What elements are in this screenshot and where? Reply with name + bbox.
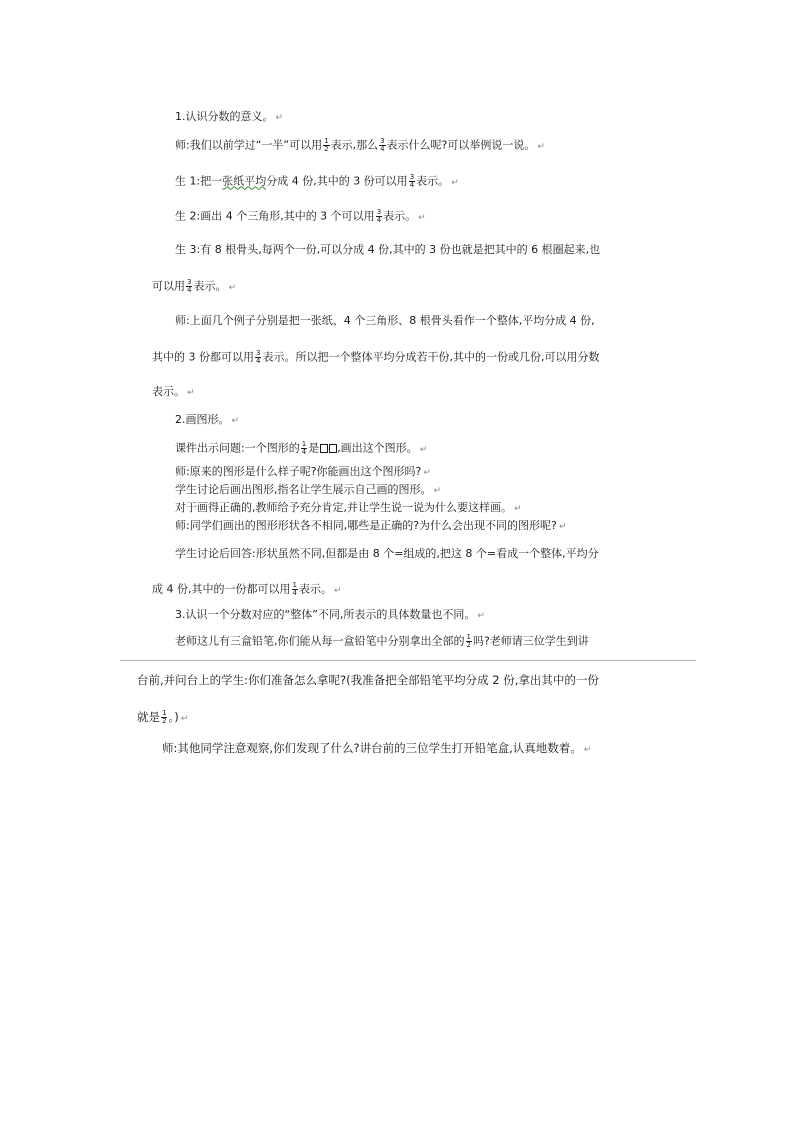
paragraph-student-3-cont: 可以用 $\frac{3}{4}$ 表示。 ↵ xyxy=(152,278,237,294)
paragraph-mark: ↵ xyxy=(423,468,431,478)
paragraph-student-1: 生 1:把一张纸平均分成 4 份,其中的 3 份可以用 $\frac{3}{4}$ 表示。 ↵ xyxy=(175,173,459,189)
paragraph-mark: ↵ xyxy=(231,416,240,426)
paragraph-mark: ↵ xyxy=(275,113,284,123)
paragraph-teacher-affirm: 对于画得正确的,教师给予充分肯定,并让学生说一说为什么要这样画。 ↵ xyxy=(175,501,522,514)
paragraph-mark: ↵ xyxy=(477,611,485,621)
fraction-one-half: $\frac{1}{2}$ xyxy=(324,137,329,153)
paragraph-pencil-boxes-end: 就是 $\frac{1}{2}$ 。) ↵ xyxy=(137,709,189,725)
paragraph-mark: ↵ xyxy=(228,282,237,293)
page-break-line xyxy=(120,660,696,661)
fraction-one-half: $\frac{1}{2}$ xyxy=(162,709,167,725)
fraction-three-quarters: $\frac{3}{4}$ xyxy=(409,173,415,189)
square-shape xyxy=(320,444,328,453)
paragraph-teacher-summary: 师:上面几个例子分别是把一张纸、4 个三角形、8 根骨头看作一个整体,平均分成 4 份, xyxy=(175,314,595,327)
paragraph-mark: ↵ xyxy=(333,585,342,596)
heading-1: 1.认识分数的意义。 ↵ xyxy=(175,110,284,123)
paragraph-mark: ↵ xyxy=(451,177,459,188)
paragraph-teacher-observe: 师:其他同学注意观察,你们发现了什么?讲台前的三位学生打开铅笔盒,认真地数着。 ↵ xyxy=(162,741,592,755)
paragraph-mark: ↵ xyxy=(187,388,195,398)
paragraph-teacher-ask: 师:原来的图形是什么样子呢?你能画出这个图形吗? ↵ xyxy=(175,465,431,478)
paragraph-mark: ↵ xyxy=(418,212,426,223)
paragraph-teacher-summary-cont: 其中的 3 份都可以用 $\frac{3}{4}$ 表示。所以把一个整体平均分成若干份,其中的一份或几份,可以用分数 xyxy=(152,349,600,365)
paragraph-mark: ↵ xyxy=(537,141,545,152)
paragraph-student-discussion: 学生讨论后画出图形,指名让学生展示自己画的图形。 ↵ xyxy=(175,483,442,496)
heading-3: 3.认识一个分数对应的“整体”不同,所表示的具体数量也不同。 ↵ xyxy=(175,608,485,621)
fraction-three-quarters: $\frac{3}{4}$ xyxy=(376,208,382,224)
paragraph-teacher-compare: 师:同学们画出的图形形状各不相同,哪些是正确的?为什么会出现不同的图形呢? ↵ xyxy=(175,519,567,532)
paragraph-pencil-boxes-cont: 台前,并问台上的学生:你们准备怎么拿呢?(我准备把全部铅笔平均分成 2 份,拿出其中的一份 xyxy=(137,673,599,687)
fraction-one-half: $\frac{1}{2}$ xyxy=(466,633,471,649)
heading-2: 2.画图形。 ↵ xyxy=(175,413,240,426)
paragraph-student-3: 生 3:有 8 根骨头,每两个一份,可以分成 4 份,其中的 3 份也就是把其中的 6 根圈起来,也 xyxy=(175,243,601,256)
fraction-one-quarter: $\frac{1}{4}$ xyxy=(301,440,307,456)
fraction-three-quarters: $\frac{3}{4}$ xyxy=(380,137,385,153)
spellcheck-underline: 张纸平均 xyxy=(222,174,267,188)
paragraph-mark: ↵ xyxy=(514,504,522,514)
paragraph-teacher-question: 师:我们以前学过“一半”可以用 $\frac{1}{2}$ 表示,那么 $\frac{3}{4}$ 表示什么呢?可以举例说一说。 ↵ xyxy=(175,137,545,153)
paragraph-student-answer: 学生讨论后回答:形状虽然不同,但都是由 8 个=组成的,把这 8 个=看成一个整体,平均分 xyxy=(175,547,599,560)
fraction-one-quarter: $\frac{1}{4}$ xyxy=(292,581,297,597)
fraction-three-quarters: $\frac{3}{4}$ xyxy=(256,349,261,365)
paragraph-pencil-boxes: 老师这儿有三盒铅笔,你们能从每一盒铅笔中分别拿出全部的 $\frac{1}{2}$ 吗?老师请三位学生到讲 xyxy=(175,633,589,649)
paragraph-student-answer-cont: 成 4 份,其中的一份都可以用 $\frac{1}{4}$ 表示。 ↵ xyxy=(152,581,342,597)
paragraph-mark: ↵ xyxy=(180,714,189,724)
paragraph-mark: ↵ xyxy=(558,522,567,532)
paragraph-courseware-question: 课件出示问题:一个图形的 $\frac{1}{4}$ 是 ,画出这个图形。 ↵ xyxy=(175,440,428,456)
square-shape xyxy=(329,444,337,453)
paragraph-teacher-summary-end: 表示。 ↵ xyxy=(152,385,195,398)
paragraph-mark: ↵ xyxy=(433,486,442,496)
fraction-three-quarters: $\frac{3}{4}$ xyxy=(187,278,192,294)
paragraph-mark: ↵ xyxy=(419,444,428,455)
paragraph-mark: ↵ xyxy=(583,745,592,755)
paragraph-student-2: 生 2:画出 4 个三角形,其中的 3 个可以用 $\frac{3}{4}$ 表示。 ↵ xyxy=(175,208,426,224)
